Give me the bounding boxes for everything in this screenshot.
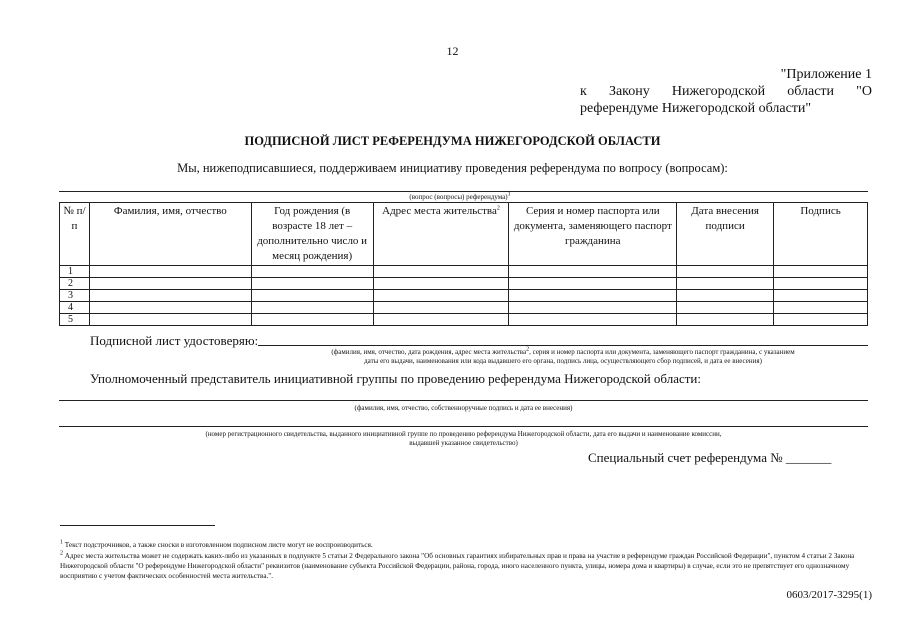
intro-text: Мы, нижеподписавшиеся, поддерживаем инициативу проведения референдума по вопросу (вопросам):	[177, 161, 728, 175]
header-signature: Подпись	[774, 203, 868, 266]
row-number: 5	[60, 314, 90, 326]
certify-line	[258, 345, 868, 346]
appendix-line-1: "Приложение 1	[780, 67, 872, 82]
document-title: ПОДПИСНОЙ ЛИСТ РЕФЕРЕНДУМА НИЖЕГОРОДСКОЙ ОБЛАСТИ	[244, 134, 661, 148]
footnote-1: $^1$ Текст подстрочников, а также сноски в изготовленном подписном листе могут не воспроизводиться.	[60, 539, 373, 549]
header-address: Адрес места жительства$^2$	[373, 203, 509, 266]
appendix-line-2: к Закону Нижегородской области "О	[580, 84, 872, 99]
header-number: № п/п	[60, 203, 90, 266]
table-row	[60, 278, 868, 290]
footnote-2: $^2$ Адрес места жительства может не содержать каких-либо из указанных в подпункте 5 статьи 2 Федерального закона "Об основных гарантиях избирательных прав и права на участие в референдуме граждан Российской Федерации", пунктом 4 статьи 2 Закона Нижегородской области "О референдуме Нижегородской области" реквизитов (наименование субъекта Российской Федерации, района, города, иного населенного пункта, улицы, номера дома и квартиры) в случае, если это не препятствует его однозначному восприятию с учетом фактических особенностей места жительства.".	[60, 550, 855, 580]
representative-label: Уполномоченный представитель инициативной группы по проведению референдума Нижегородской области:	[90, 371, 701, 386]
document-number: 0603/2017-3295(1)	[786, 589, 872, 601]
representative-caption: (фамилия, имя, отчество, собственноручные подпись и дата ее внесения)	[354, 404, 573, 412]
table-row	[60, 302, 868, 314]
row-number: 1	[60, 266, 90, 278]
registration-caption-1: (номер регистрационного свидетельства, выданного инициативной группе по проведению референдума Нижегородской области, дата его выдачи и наименование комиссии,	[205, 430, 722, 438]
header-date: Дата внесения подписи	[677, 203, 774, 266]
representative-line	[59, 400, 868, 401]
header-birth-year: Год рождения (в возрасте 18 лет – дополнительно число и месяц рождения)	[251, 203, 373, 266]
signatures-table	[59, 202, 868, 326]
table-header-row	[60, 203, 868, 266]
row-number: 4	[60, 302, 90, 314]
page-number: 12	[446, 44, 459, 58]
appendix-reference	[580, 66, 872, 117]
certify-caption-2: даты его выдачи, наименования или кода выдавшего его органа, подпись лица, осуществляющего сбор подписей, и дата ее внесения)	[364, 357, 762, 365]
table-row	[60, 266, 868, 278]
certify-caption-1: (фамилия, имя, отчество, дата рождения, адрес места жительства$^2$, серия и номер паспорта или документа, заменяющего паспорт гражданина, с указанием	[331, 346, 795, 356]
row-number: 2	[60, 278, 90, 290]
appendix-line-3: референдуме Нижегородской области"	[580, 101, 812, 116]
registration-line	[59, 426, 868, 427]
table-row	[60, 314, 868, 326]
footnote-separator	[60, 525, 215, 526]
table-row	[60, 290, 868, 302]
header-full-name: Фамилия, имя, отчество	[89, 203, 251, 266]
registration-caption-2: выдавшей указанное свидетельство)	[409, 439, 518, 447]
header-passport: Серия и номер паспорта или документа, заменяющего паспорт гражданина	[509, 203, 677, 266]
question-caption: (вопрос (вопросы) референдума)$^1$	[409, 191, 511, 201]
row-number: 3	[60, 290, 90, 302]
special-account: Специальный счет референдума № _______	[588, 450, 832, 465]
question-line	[59, 191, 868, 192]
certify-label: Подписной лист удостоверяю:	[90, 333, 259, 348]
